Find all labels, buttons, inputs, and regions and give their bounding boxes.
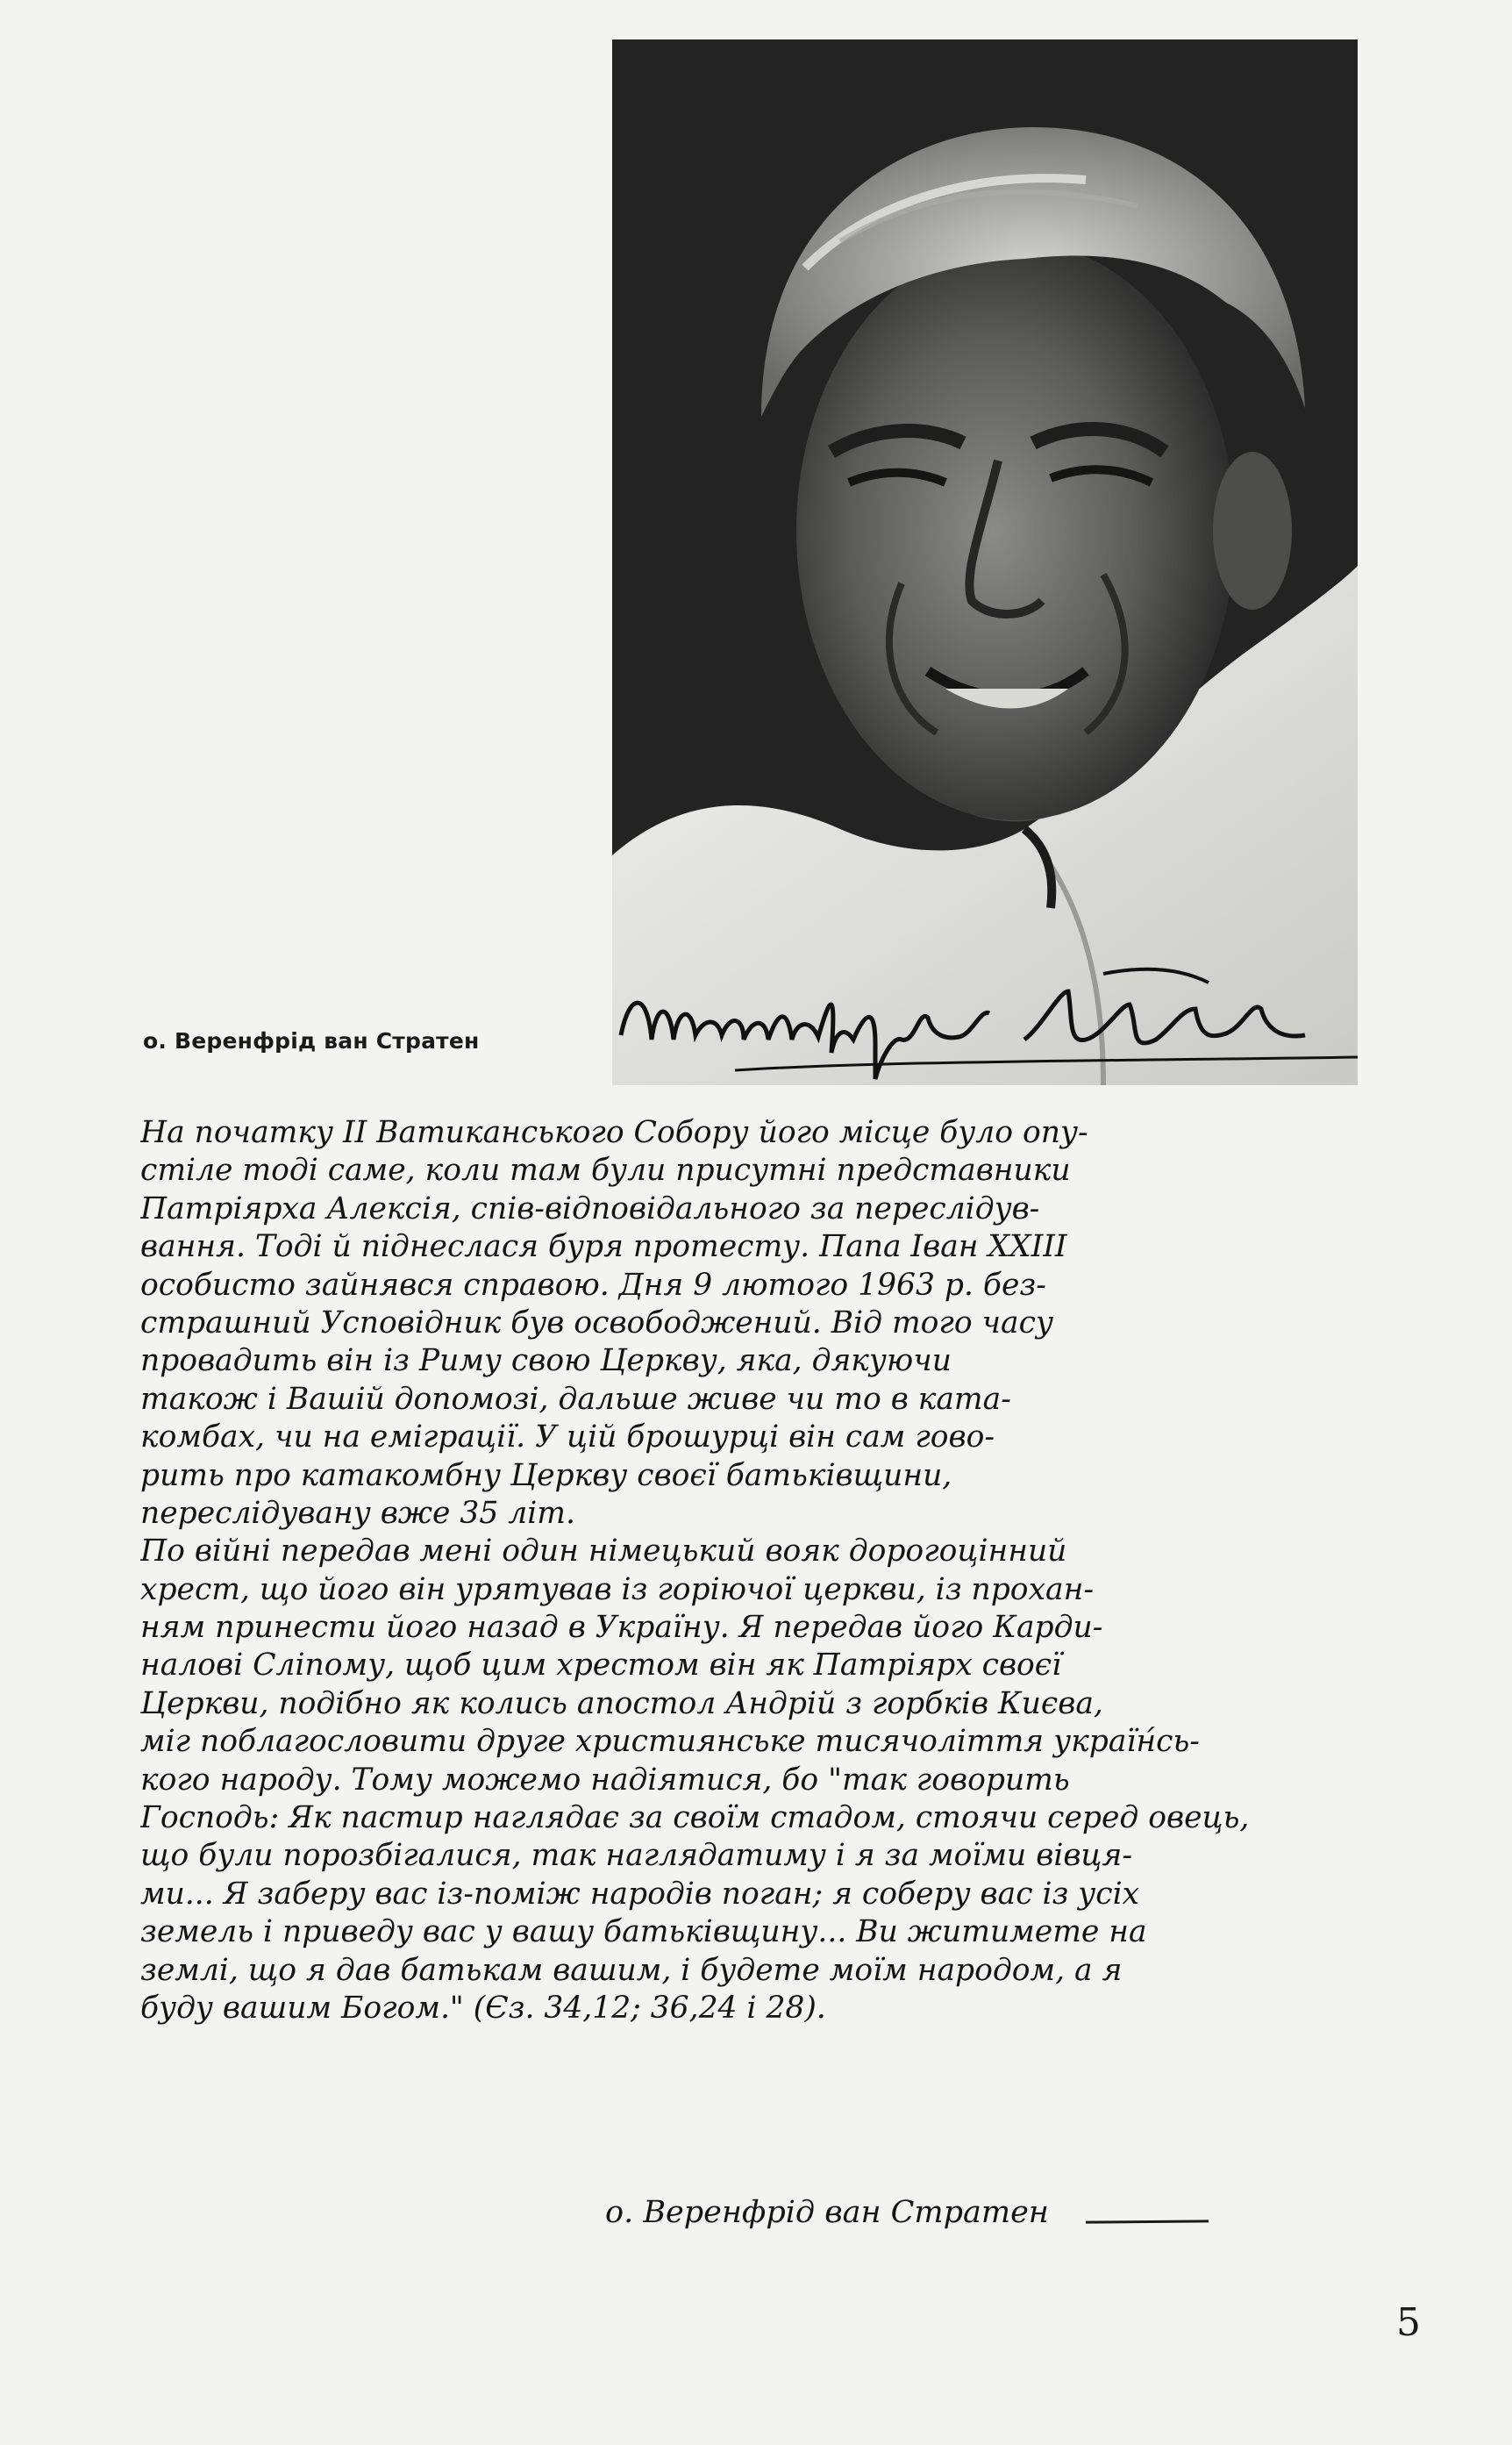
portrait-image: [612, 39, 1358, 1085]
letter-line: ми... Я заберу вас із-поміж народів поган; я соберу вас із усіх: [140, 1876, 1140, 1912]
closing-signature: о. Веренфрід ван Стратен: [605, 2195, 1049, 2230]
letter-line: На початку II Ватиканського Собору його місце було опу-: [140, 1115, 1088, 1150]
letter-line: ням принести його назад в Україну. Я передав його Карди-: [140, 1610, 1103, 1646]
letter-line: налові Сліпому, щоб цим хрестом він як Патріярх своєї: [140, 1648, 1062, 1684]
letter-line: міг поблагословити друге християнське тисячоліття україн́сь-: [140, 1724, 1200, 1760]
portrait-photo: [612, 39, 1358, 1085]
letter-line: переслідувану вже 35 літ.: [140, 1495, 575, 1531]
letter-line: Патріярха Алексія, спів-відповідального за переслідув-: [140, 1190, 1040, 1226]
letter-line: По війні передав мені один німецький вояк дорогоцінний: [140, 1533, 1067, 1569]
handwritten-signature-image: [612, 956, 1366, 1097]
letter-line: стіле тоді саме, коли там були присутні представники: [140, 1153, 1071, 1189]
letter-line: Церкви, подібно як колись апостол Андрій з горбків Києва,: [140, 1685, 1103, 1721]
letter-line: особисто зайнявся справою. Дня 9 лютого 1963 р. без-: [140, 1267, 1046, 1303]
letter-line: провадить він із Риму свою Церкву, яка, дякуючи: [140, 1343, 952, 1379]
letter-line: Господь: Як пастир наглядає за своїм стадом, стоячи серед овець,: [140, 1800, 1250, 1836]
letter-line: також і Вашій допомозі, дальше живе чи то в ката-: [140, 1381, 1011, 1417]
letter-line: хрест, що його він урятував із горіючої церкви, із прохан-: [140, 1571, 1094, 1607]
letter-line: кого народу. Тому можемо надіятися, бо "так говорить: [140, 1762, 1070, 1798]
letter-line: страшний Усповідник був освободжений. Від того часу: [140, 1305, 1053, 1340]
page-number: 5: [1396, 2300, 1421, 2345]
letter-line: вання. Тоді й піднеслася буря протесту. Папа Іван XXIII: [140, 1229, 1067, 1265]
handwritten-letter: [140, 1114, 1280, 2027]
letter-line: що були порозбігалися, так наглядатиму і я за моїми вівця-: [140, 1838, 1133, 1874]
letter-line: рить про катакомбну Церкву своєї батьківщини,: [140, 1457, 952, 1493]
letter-line: землі, що я дав батькам вашим, і будете моїм народом, а я: [140, 1952, 1123, 1988]
signature-underline: [1086, 2220, 1209, 2223]
letter-line: буду вашим Богом." (Єз. 34,12; 36,24 і 28).: [140, 1990, 826, 2026]
letter-line: комбах, чи на еміграції. У цій брошурці він сам гово-: [140, 1419, 995, 1455]
letter-line: земель і приведу вас у вашу батьківщину... Ви житимете на: [140, 1914, 1147, 1950]
photo-caption: о. Веренфрід ван Стратен: [143, 1028, 480, 1054]
